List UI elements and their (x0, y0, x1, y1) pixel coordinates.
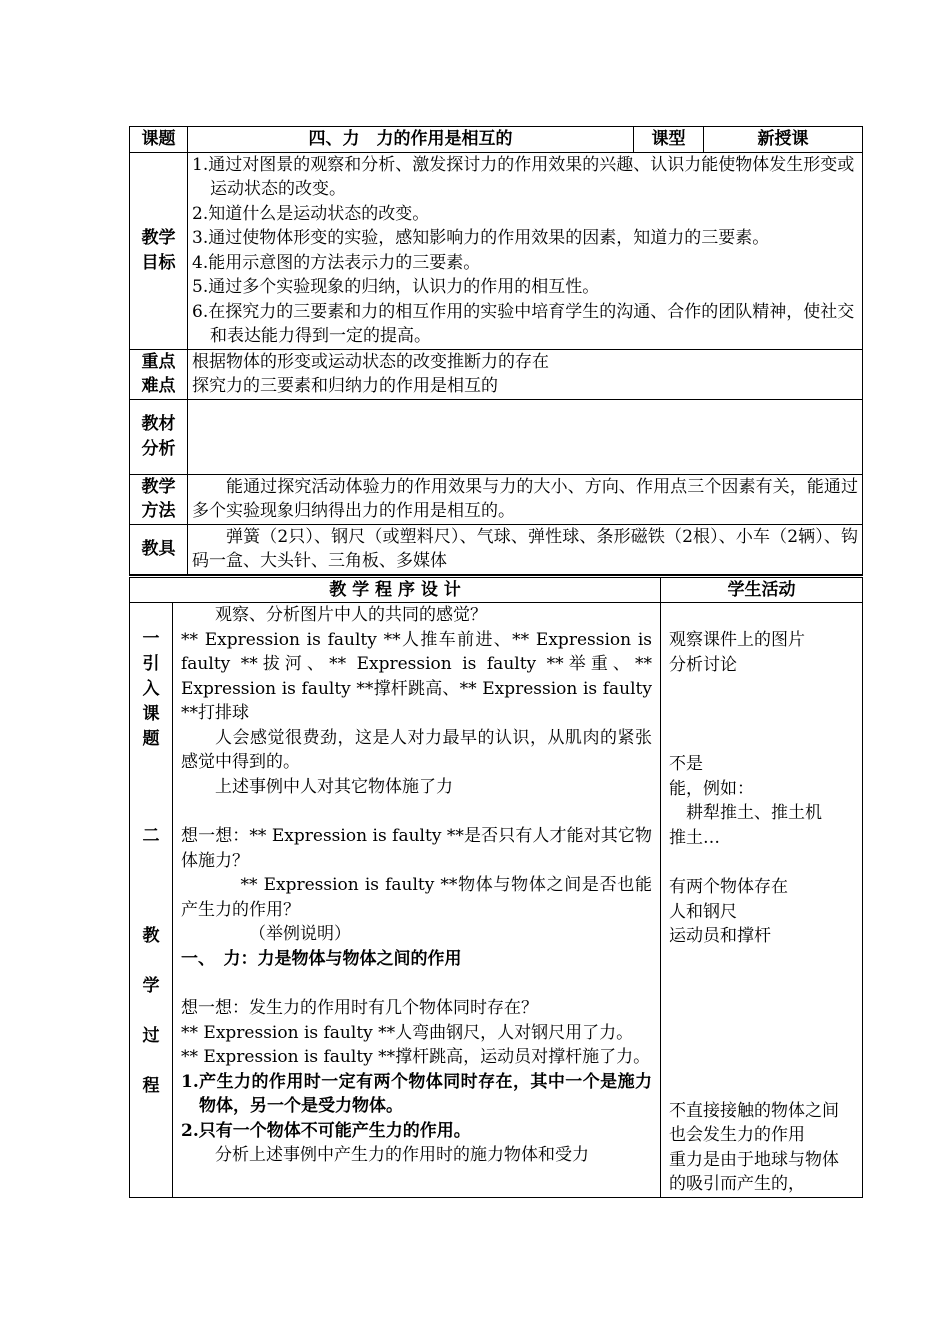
process-line: 分析上述事例中产生力的作用时的施力物体和受力 (215, 1145, 589, 1165)
tools-label: 教具 (130, 524, 188, 574)
key-points-content (188, 349, 863, 399)
process-conclusion: 2.只有一个物体不可能产生力的作用。 (181, 1120, 471, 1141)
process-line: ** Expression is faulty **物体与物体之间是否也能产生力的作用？ (181, 875, 652, 920)
goal-item: 2.知道什么是运动状态的改变。 (192, 203, 430, 224)
goal-item: 5.通过多个实验现象的归纳，认识力的作用的相互性。 (192, 277, 600, 297)
method-label: 教学 方法 (130, 474, 188, 524)
process-line: ** Expression is faulty **人推车前进、** Expression is faulty **拔河、** Expression is faulty **举重、** Expression is faulty **撑杆跳高、** Expression is faulty **打排球 (181, 629, 652, 723)
student-line: 能，例如： (669, 778, 754, 799)
goal-item: 6.在探究力的三要素和力的相互作用的实验中培育学生的沟通、合作的团队精神，使社交和表达能力得到一定的提高。 (192, 301, 855, 346)
process-conclusion: 1.产生力的作用时一定有两个物体同时存在，其中一个是施力物体，另一个是受力物体。 (181, 1071, 652, 1116)
student-line: 有两个物体存在 (669, 877, 788, 897)
process-line: 想一想：** Expression is faulty **是否只有人才能对其它物体施力？ (181, 826, 652, 871)
process-side-labels: 一 引 入 课 题 二 教 学 过 程 (130, 603, 173, 1198)
process-line: 人会感觉很费劲，这是人对力最早的认识，从肌肉的紧张感觉中得到的。 (181, 727, 652, 772)
tools-row (130, 524, 863, 574)
topic-row (130, 127, 863, 153)
student-line: 推土… (669, 827, 720, 848)
key-points-row (130, 349, 863, 399)
tools-content: 弹簧（2只）、钢尺（或塑料尺）、气球、弹性球、条形磁铁（2根）、小车（2辆）、钩码一盒、大头针、三角板、多媒体 (188, 524, 863, 574)
process-line: 想一想：发生力的作用时有几个物体同时存在？ (181, 998, 538, 1018)
topic-label: 课题 (130, 127, 188, 153)
key-points-label: 重点 难点 (130, 349, 188, 399)
process-header-row (130, 576, 863, 603)
goals-row (130, 152, 863, 349)
process-heading-1: 一、 力：力是物体与物体之间的作用 (181, 948, 462, 969)
material-label: 教材 分析 (130, 399, 188, 474)
student-line: 观察课件上的图片 (669, 630, 805, 650)
process-body-row (130, 603, 863, 1198)
process-line: 上述事例中人对其它物体施了力 (215, 776, 453, 797)
plan-header-table (129, 126, 863, 575)
goal-item: 4.能用示意图的方法表示力的三要素。 (192, 252, 481, 273)
process-line: ** Expression is faulty **撑杆跳高，运动员对撑杆施了力。 (181, 1047, 651, 1067)
process-line: （举例说明） (249, 924, 351, 944)
process-table (129, 575, 863, 1198)
material-row (130, 399, 863, 474)
difficult-point: 探究力的三要素和归纳力的作用是相互的 (192, 376, 498, 396)
student-line: 分析讨论 (669, 654, 737, 675)
method-row (130, 474, 863, 524)
type-value: 新授课 (704, 127, 863, 153)
student-line: 不直接接触的物体之间也会发生力的作用 (669, 1100, 839, 1145)
student-line: 不是 (669, 754, 703, 774)
goals-label: 教学 目标 (130, 152, 188, 349)
student-heading: 学生活动 (661, 576, 863, 603)
goal-item: 3.通过使物体形变的实验，感知影响力的作用效果的因素，知道力的三要素。 (192, 228, 770, 248)
goals-content (188, 152, 863, 349)
student-line: 人和钢尺 (669, 901, 737, 922)
topic-value: 四、力 力的作用是相互的 (188, 127, 634, 153)
student-activity (661, 603, 863, 1198)
student-line: 耕犁推土、推土机 (686, 803, 822, 823)
student-line: 运动员和撑杆 (669, 926, 771, 946)
method-content: 能通过探究活动体验力的作用效果与力的大小、方向、作用点三个因素有关，能通过多个实验现象归纳得出力的作用是相互的。 (188, 474, 863, 524)
process-heading: 教 学 程 序 设 计 (130, 576, 661, 603)
type-label: 课型 (634, 127, 704, 153)
goal-item: 1.通过对图景的观察和分析、激发探讨力的作用效果的兴趣、认识力能使物体发生形变或运动状态的改变。 (192, 154, 855, 199)
process-line: 观察、分析图片中人的共同的感觉？ (215, 605, 487, 625)
process-content (173, 603, 661, 1198)
student-line: 重力是由于地球与物体的吸引而产生的， (669, 1149, 839, 1194)
material-content (188, 399, 863, 474)
lesson-plan (129, 126, 862, 1198)
key-point: 根据物体的形变或运动状态的改变推断力的存在 (192, 351, 549, 372)
process-line: ** Expression is faulty **人弯曲钢尺，人对钢尺用了力。 (181, 1022, 634, 1043)
